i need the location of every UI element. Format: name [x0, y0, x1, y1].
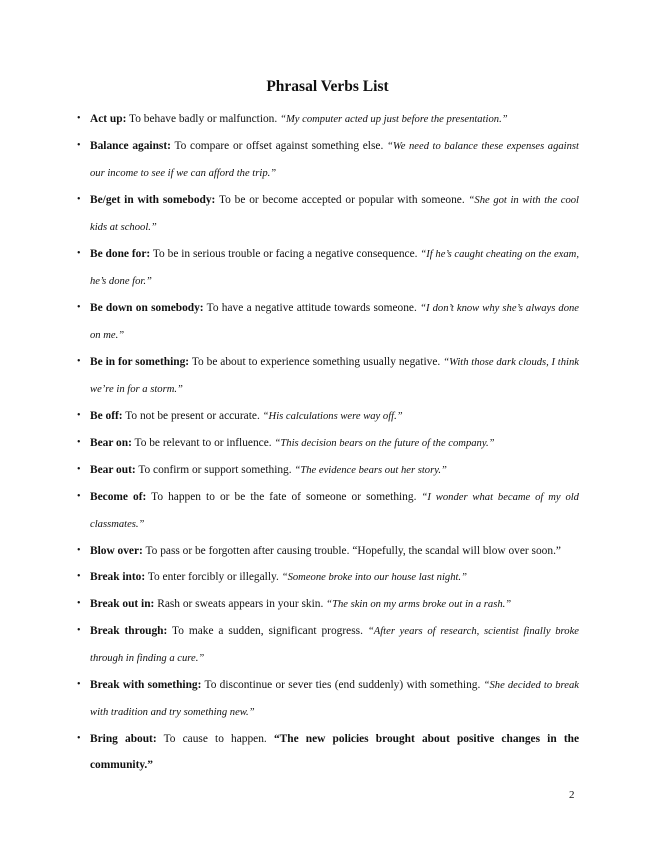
bullet-icon: •: [77, 598, 81, 609]
page-number: 2: [569, 789, 575, 801]
entry-example: “The new policies brought about positive changes in the community.”: [90, 733, 580, 771]
entry-term: Be down on somebody:: [90, 302, 204, 314]
entry-example: “I wonder what became of my old classmates.”: [90, 492, 579, 530]
entry-example: “We need to balance these expenses against our income to see if we can afford the trip.”: [90, 141, 579, 179]
list-item: [77, 241, 579, 295]
entry-term: Be off:: [90, 410, 123, 422]
entry-example: “The skin on my arms broke out in a rash.”: [326, 599, 512, 610]
entry-example: “Hopefully, the scandal will blow over soon.”: [352, 545, 561, 557]
bullet-icon: •: [77, 140, 81, 151]
list-item: [77, 457, 579, 484]
entry-term: Become of:: [90, 491, 147, 503]
entry-definition: To be relevant to or influence.: [134, 437, 272, 449]
entry-example: “After years of research, scientist finally broke through in finding a cure.”: [90, 626, 579, 664]
entry-example: “I don’t know why she’s always done on me.”: [90, 303, 579, 341]
entry-example: “With those dark clouds, I think we’re in for a storm.”: [90, 357, 579, 395]
entry-term: Be in for something:: [90, 356, 190, 368]
entry-example: “If he’s caught cheating on the exam, he’s done for.”: [90, 249, 579, 287]
entry-example: “The evidence bears out her story.”: [294, 465, 447, 476]
list-item: [77, 403, 579, 430]
entry-example: “This decision bears on the future of the company.”: [274, 438, 495, 449]
entry-definition: To pass or be forgotten after causing trouble.: [145, 545, 350, 557]
entry-term: Blow over:: [90, 545, 143, 557]
entry-example: “She got in with the cool kids at school.”: [90, 195, 579, 233]
bullet-icon: •: [77, 437, 81, 448]
bullet-icon: •: [77, 356, 81, 367]
page-title: Phrasal Verbs List: [266, 78, 389, 95]
entry-definition: To cause to happen.: [163, 733, 267, 745]
bullet-icon: •: [77, 679, 81, 690]
entry-term: Bear out:: [90, 464, 136, 476]
entry-definition: To be about to experience something usually negative.: [191, 356, 441, 368]
list-item: [77, 484, 579, 538]
bullet-icon: •: [77, 302, 81, 313]
list-item: [77, 187, 579, 241]
list-item: [77, 430, 579, 457]
entry-term: Bring about:: [90, 733, 157, 745]
bullet-icon: •: [77, 113, 81, 124]
list-item: [77, 564, 579, 591]
entry-definition: To be in serious trouble or facing a negative consequence.: [152, 248, 418, 260]
bullet-icon: •: [77, 571, 81, 582]
list-item: [77, 538, 579, 564]
list-item: [77, 106, 579, 133]
entry-term: Break with something:: [90, 679, 202, 691]
entry-term: Balance against:: [90, 140, 171, 152]
list-item: [77, 672, 579, 726]
entry-definition: To discontinue or sever ties (end suddenly) with something.: [204, 679, 481, 691]
entry-example: “His calculations were way off.”: [262, 411, 403, 422]
entry-term: Be/get in with somebody:: [90, 194, 216, 206]
bullet-icon: •: [77, 248, 81, 259]
entry-term: Act up:: [90, 113, 127, 125]
entry-definition: To behave badly or malfunction.: [129, 113, 278, 125]
entry-definition: To have a negative attitude towards someone.: [206, 302, 417, 314]
entry-definition: To happen to or be the fate of someone or something.: [151, 491, 417, 503]
list-item: [77, 133, 579, 187]
bullet-icon: •: [77, 625, 81, 636]
entry-definition: To not be present or accurate.: [125, 410, 260, 422]
entry-example: “She decided to break with tradition and try something new.”: [90, 680, 579, 718]
entry-definition: To compare or offset against something else.: [174, 140, 384, 152]
entry-definition: Rash or sweats appears in your skin.: [157, 598, 324, 610]
entry-term: Break through:: [90, 625, 168, 637]
bullet-icon: •: [77, 464, 81, 475]
list-item: [77, 618, 579, 672]
entry-example: “My computer acted up just before the presentation.”: [280, 114, 508, 125]
bullet-icon: •: [77, 545, 81, 556]
entry-definition: To be or become accepted or popular with someone.: [218, 194, 465, 206]
entry-term: Break out in:: [90, 598, 155, 610]
entry-term: Be done for:: [90, 248, 151, 260]
list-item: [77, 295, 579, 349]
bullet-icon: •: [77, 194, 81, 205]
list-item: [77, 726, 579, 778]
entry-definition: To confirm or support something.: [138, 464, 292, 476]
entry-definition: To make a sudden, significant progress.: [172, 625, 363, 637]
entry-definition: To enter forcibly or illegally.: [147, 571, 279, 583]
bullet-icon: •: [77, 491, 81, 502]
bullet-icon: •: [77, 733, 81, 744]
list-item: [77, 349, 579, 403]
bullet-icon: •: [77, 410, 81, 421]
entry-example: “Someone broke into our house last night.”: [281, 572, 467, 583]
entry-term: Bear on:: [90, 437, 132, 449]
entry-term: Break into:: [90, 571, 146, 583]
phrasal-verbs-list: [77, 106, 579, 778]
list-item: [77, 591, 579, 618]
